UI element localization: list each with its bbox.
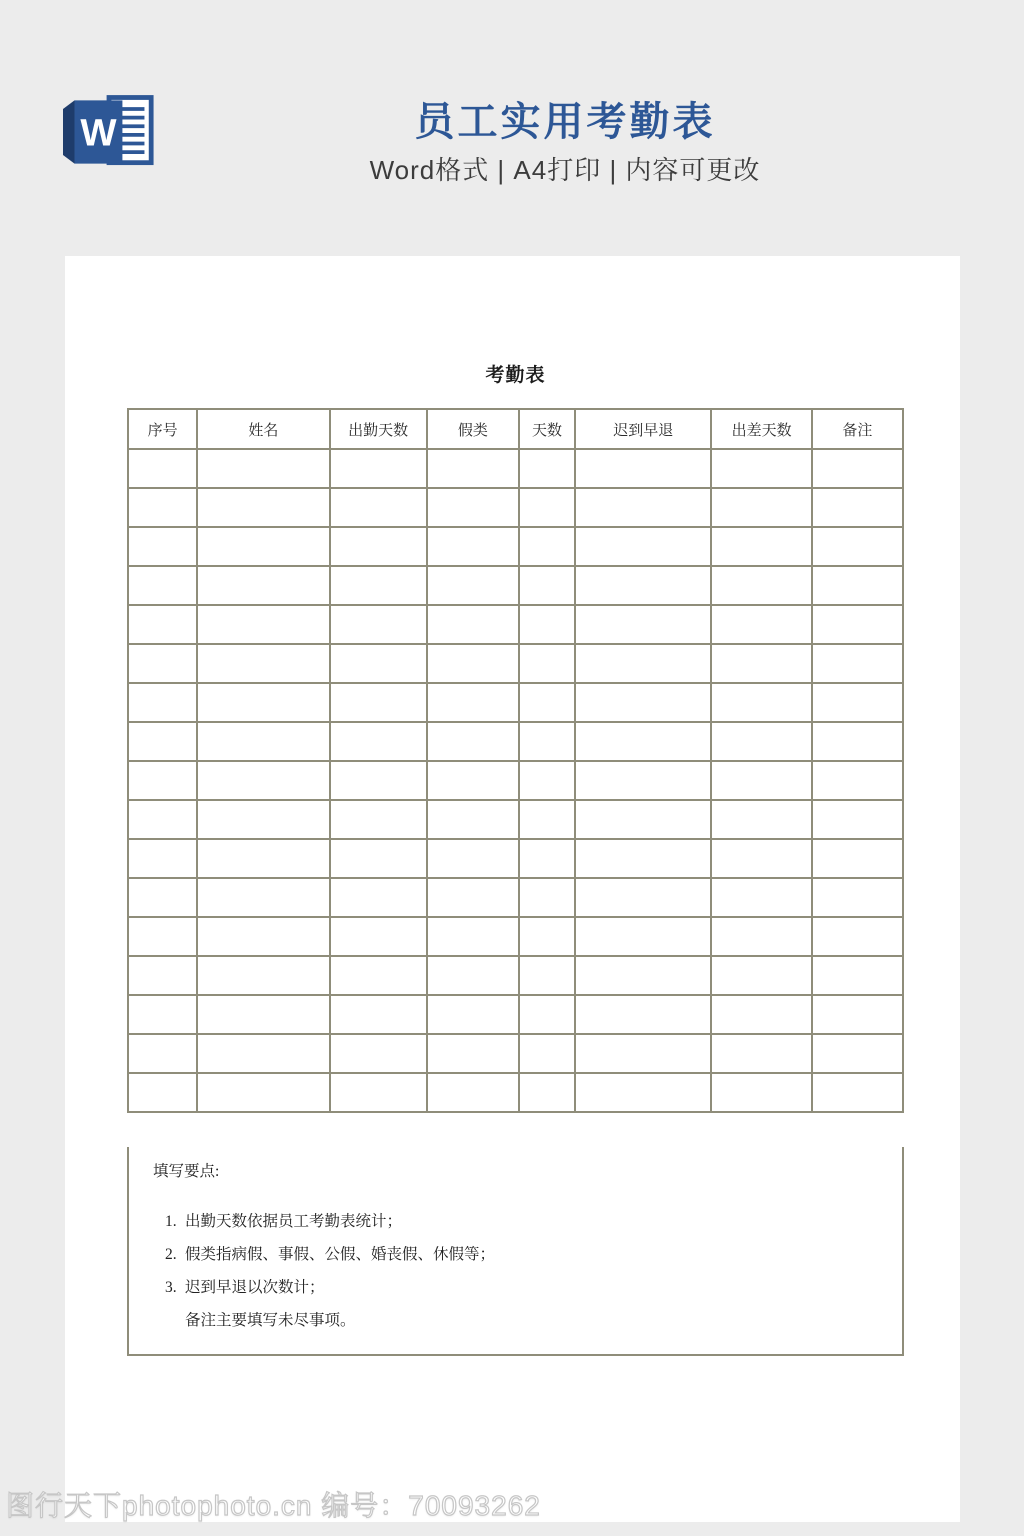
table-cell-empty [711,488,811,527]
table-cell-empty [197,1073,329,1112]
table-row [128,839,903,878]
table-cell-empty [330,488,427,527]
column-header: 天数 [519,409,575,449]
table-cell-empty [711,839,811,878]
column-header: 出勤天数 [330,409,427,449]
table-cell-empty [575,566,711,605]
table-cell-empty [128,644,197,683]
column-header: 迟到早退 [575,409,711,449]
table-cell-empty [711,527,811,566]
table-cell-empty [128,722,197,761]
table-cell-empty [711,566,811,605]
table-cell-empty [575,995,711,1034]
table-cell-empty [711,644,811,683]
table-cell-empty [812,644,903,683]
notes-item [129,1238,902,1271]
table-cell-empty [427,917,519,956]
table-row [128,761,903,800]
table-cell-empty [128,1034,197,1073]
table-cell-empty [575,683,711,722]
table-cell-empty [128,566,197,605]
table-cell-empty [711,449,811,488]
table-cell-empty [575,605,711,644]
table-cell-empty [812,1073,903,1112]
table-cell-empty [197,917,329,956]
notes-item [129,1304,902,1337]
notes-item [129,1271,902,1304]
notes-heading: 填写要点: [153,1163,220,1180]
table-cell-empty [128,761,197,800]
table-cell-empty [519,605,575,644]
document-page [65,256,960,1522]
table-cell-empty [330,995,427,1034]
table-header-row [128,409,903,449]
table-cell-empty [128,839,197,878]
table-row [128,1034,903,1073]
column-header: 备注 [812,409,903,449]
notes-item-text: 假类指病假、事假、公假、婚丧假、休假等； [185,1246,496,1263]
table-cell-empty [427,488,519,527]
table-cell-empty [197,761,329,800]
table-cell-empty [427,800,519,839]
notes-item-text: 出勤天数依据员工考勤表统计； [185,1213,403,1230]
table-row [128,683,903,722]
notes-item-marker: 2. [165,1246,177,1263]
notes-box [127,1147,904,1356]
table-cell-empty [330,878,427,917]
table-row [128,644,903,683]
table-cell-empty [711,956,811,995]
table-cell-empty [330,1073,427,1112]
table-cell-empty [812,722,903,761]
table-row [128,878,903,917]
table-cell-empty [812,449,903,488]
table-cell-empty [519,1073,575,1112]
table-cell-empty [128,800,197,839]
table-cell-empty [812,683,903,722]
table-cell-empty [519,566,575,605]
table-cell-empty [427,722,519,761]
table-cell-empty [427,605,519,644]
table-cell-empty [197,995,329,1034]
table-cell-empty [427,644,519,683]
table-cell-empty [519,683,575,722]
word-logo-letter: W [80,111,117,155]
column-header: 姓名 [197,409,329,449]
table-cell-empty [711,1073,811,1112]
table-cell-empty [711,1034,811,1073]
table-cell-empty [330,722,427,761]
table-cell-empty [519,488,575,527]
table-cell-empty [519,839,575,878]
table-cell-empty [197,956,329,995]
table-cell-empty [812,917,903,956]
table-cell-empty [427,1034,519,1073]
table-cell-empty [330,956,427,995]
table-cell-empty [711,761,811,800]
table-row [128,449,903,488]
table-cell-empty [128,995,197,1034]
table-cell-empty [330,761,427,800]
table-cell-empty [575,1034,711,1073]
table-cell-empty [519,1034,575,1073]
table-row [128,800,903,839]
column-header: 序号 [128,409,197,449]
table-cell-empty [197,605,329,644]
table-cell-empty [128,917,197,956]
table-cell-empty [128,527,197,566]
table-cell-empty [330,800,427,839]
notes-item-text: 迟到早退以次数计； [185,1279,325,1296]
table-cell-empty [812,566,903,605]
table-row [128,566,903,605]
table-cell-empty [711,800,811,839]
attendance-table-body [128,449,903,1112]
site-watermark: 图行天下photophoto.cn 编号：70093262 [6,1490,541,1521]
table-cell-empty [812,527,903,566]
column-header: 出差天数 [711,409,811,449]
table-cell-empty [575,644,711,683]
table-cell-empty [197,683,329,722]
table-cell-empty [575,449,711,488]
table-cell-empty [519,449,575,488]
table-cell-empty [427,995,519,1034]
table-cell-empty [812,956,903,995]
table-cell-empty [197,722,329,761]
table-cell-empty [197,488,329,527]
table-cell-empty [575,1073,711,1112]
table-cell-empty [128,605,197,644]
table-row [128,917,903,956]
table-cell-empty [427,527,519,566]
table-cell-empty [128,449,197,488]
table-cell-empty [519,761,575,800]
table-cell-empty [197,566,329,605]
attendance-table [127,408,904,1113]
attendance-sheet-title: 考勤表 [485,365,546,386]
notes-item [129,1205,902,1238]
table-cell-empty [812,839,903,878]
table-cell-empty [128,1073,197,1112]
table-cell-empty [812,995,903,1034]
table-cell-empty [519,956,575,995]
table-cell-empty [519,917,575,956]
template-title: 员工实用考勤表 [414,100,716,144]
banner [0,0,1024,256]
table-cell-empty [330,683,427,722]
table-cell-empty [575,488,711,527]
table-cell-empty [812,488,903,527]
table-cell-empty [575,800,711,839]
table-cell-empty [330,644,427,683]
table-row [128,1073,903,1112]
notes-item-marker: 3. [165,1279,177,1296]
notes-item-marker: 1. [165,1213,177,1230]
table-cell-empty [330,527,427,566]
table-cell-empty [575,956,711,995]
table-cell-empty [197,527,329,566]
notes-list [129,1205,902,1337]
table-cell-empty [519,878,575,917]
table-cell-empty [711,605,811,644]
column-header: 假类 [427,409,519,449]
table-cell-empty [330,1034,427,1073]
table-row [128,527,903,566]
table-cell-empty [711,722,811,761]
table-cell-empty [711,878,811,917]
table-cell-empty [128,878,197,917]
table-cell-empty [197,800,329,839]
table-cell-empty [197,1034,329,1073]
table-cell-empty [128,683,197,722]
table-cell-empty [330,449,427,488]
table-cell-empty [197,644,329,683]
table-cell-empty [427,761,519,800]
table-cell-empty [711,683,811,722]
table-cell-empty [812,800,903,839]
template-subtitle: Word格式 | A4打印 | 内容可更改 [369,155,761,185]
table-cell-empty [197,449,329,488]
table-cell-empty [197,839,329,878]
table-cell-empty [812,761,903,800]
table-cell-empty [330,839,427,878]
table-cell-empty [519,995,575,1034]
table-row [128,956,903,995]
table-cell-empty [427,566,519,605]
table-cell-empty [519,800,575,839]
table-cell-empty [575,761,711,800]
table-cell-empty [427,449,519,488]
table-cell-empty [330,566,427,605]
table-cell-empty [812,605,903,644]
table-cell-empty [128,488,197,527]
table-cell-empty [575,917,711,956]
table-row [128,605,903,644]
table-cell-empty [197,878,329,917]
table-cell-empty [575,527,711,566]
table-cell-empty [128,956,197,995]
table-cell-empty [427,1073,519,1112]
notes-item-text: 备注主要填写未尽事项。 [185,1312,356,1329]
table-cell-empty [330,605,427,644]
table-cell-empty [575,839,711,878]
attendance-table-header [128,409,903,449]
table-cell-empty [519,644,575,683]
table-cell-empty [330,917,427,956]
table-cell-empty [711,995,811,1034]
table-cell-empty [427,839,519,878]
table-cell-empty [575,722,711,761]
table-row [128,488,903,527]
table-cell-empty [427,683,519,722]
table-cell-empty [427,956,519,995]
table-cell-empty [812,1034,903,1073]
table-cell-empty [575,878,711,917]
table-cell-empty [427,878,519,917]
table-cell-empty [812,878,903,917]
table-row [128,722,903,761]
table-row [128,995,903,1034]
table-cell-empty [711,917,811,956]
table-cell-empty [519,527,575,566]
table-cell-empty [519,722,575,761]
